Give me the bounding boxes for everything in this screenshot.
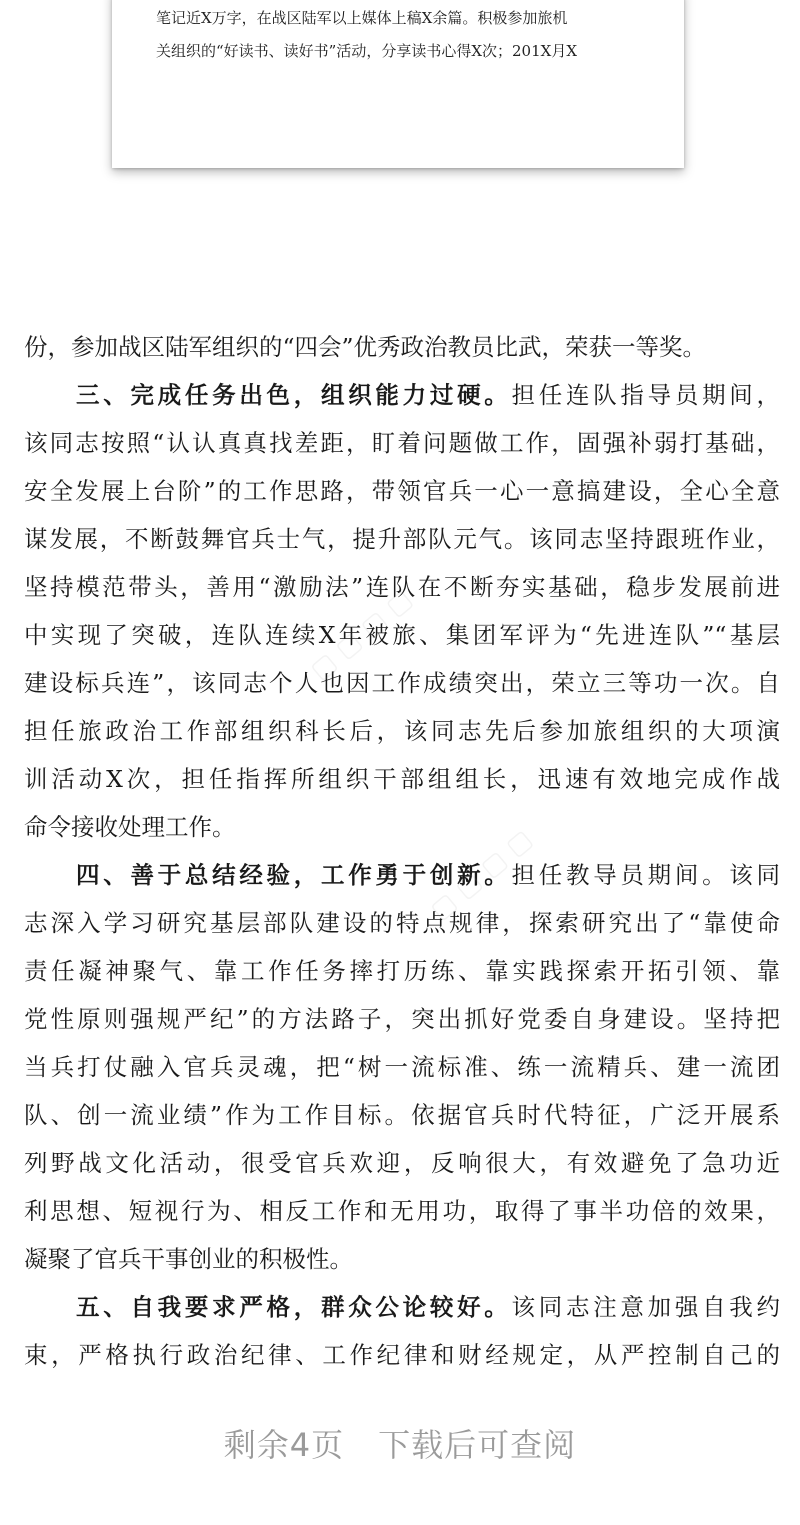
- paragraph-line: 责任凝神聚气、靠工作任务摔打历练、靠实践探索开拓引领、靠: [24, 957, 780, 985]
- preview-line-2: 关组织的“好读书、读好书”活动，分享读书心得X次；201X月X: [156, 42, 578, 60]
- paragraph-2-text: 担任连队指导员期间，: [511, 381, 781, 409]
- paragraph-line: 志深入学习研究基层部队建设的特点规律，探索研究出了“靠使命: [24, 909, 780, 937]
- paragraph-line: 训活动X次，担任指挥所组织干部组组长，迅速有效地完成作战: [24, 765, 780, 793]
- section-heading-5: 五、自我要求严格，群众公论较好。: [76, 1293, 512, 1321]
- preview-line-1: 笔记近X万字，在战区陆军以上媒体上稿X余篇。积极参加旅机: [156, 9, 568, 27]
- paragraph-line: 队、创一流业绩”作为工作目标。依据官兵时代特征，广泛开展系: [24, 1101, 780, 1129]
- paragraph-line: 利思想、短视行为、相反工作和无用功，取得了事半功倍的效果，: [24, 1197, 780, 1225]
- download-hint-text: 下载后可查阅: [378, 1426, 577, 1464]
- paragraph-line: 中实现了突破，连队连续X年被旅、集团军评为“先进连队”“基层: [24, 621, 780, 649]
- paragraph-line: 谋发展，不断鼓舞官兵士气，提升部队元气。该同志坚持跟班作业，: [24, 525, 780, 553]
- paragraph-line: 安全发展上台阶”的工作思路，带领官兵一心一意搞建设，全心全意: [24, 477, 780, 505]
- remaining-pages-text: 剩余4页: [223, 1426, 345, 1464]
- paragraph-line: 该同志按照“认认真真找差距，盯着问题做工作，固强补弱打基础，: [24, 429, 780, 457]
- paragraph-4-first-line: [24, 1283, 780, 1331]
- section-heading-4: 四、善于总结经验，工作勇于创新。: [76, 861, 512, 889]
- document-preview-card: [112, 0, 684, 168]
- paragraph-2-first-line: [24, 371, 780, 419]
- paragraph-1-line: 份，参加战区陆军组织的“四会”优秀政治教员比武，荣获一等奖。: [24, 333, 707, 361]
- paragraph-3-text: 担任教导员期间。该同: [511, 861, 781, 889]
- paragraph-4-text: 该同志注意加强自我约: [511, 1293, 781, 1321]
- paragraph-line: 担任旅政治工作部组织科长后，该同志先后参加旅组织的大项演: [24, 717, 780, 745]
- remaining-pages-prompt[interactable]: [0, 1420, 800, 1470]
- paragraph-line: 列野战文化活动，很受官兵欢迎，反响很大，有效避免了急功近: [24, 1149, 780, 1177]
- paragraph-3-first-line: [24, 851, 780, 899]
- document-body: [24, 323, 780, 1379]
- watermark: ▢ ▢ ▢ ▢: [304, 583, 419, 687]
- paragraph-line: 建设标兵连”，该同志个人也因工作成绩突出，荣立三等功一次。自: [24, 669, 780, 697]
- watermark: ▢ ▢ ▢ ▢: [424, 823, 539, 927]
- section-heading-3: 三、完成任务出色，组织能力过硬。: [76, 381, 512, 409]
- paragraph-line: 束，严格执行政治纪律、工作纪律和财经规定，从严控制自己的: [24, 1341, 780, 1369]
- paragraph-line: 命令接收处理工作。: [24, 813, 236, 841]
- paragraph-line: 党性原则强规严纪”的方法路子，突出抓好党委自身建设。坚持把: [24, 1005, 780, 1033]
- paragraph-line: 坚持模范带头，善用“激励法”连队在不断夯实基础，稳步发展前进: [24, 573, 780, 601]
- paragraph-line: 凝聚了官兵干事创业的积极性。: [24, 1245, 353, 1273]
- paragraph-line: 当兵打仗融入官兵灵魂，把“树一流标准、练一流精兵、建一流团: [24, 1053, 780, 1081]
